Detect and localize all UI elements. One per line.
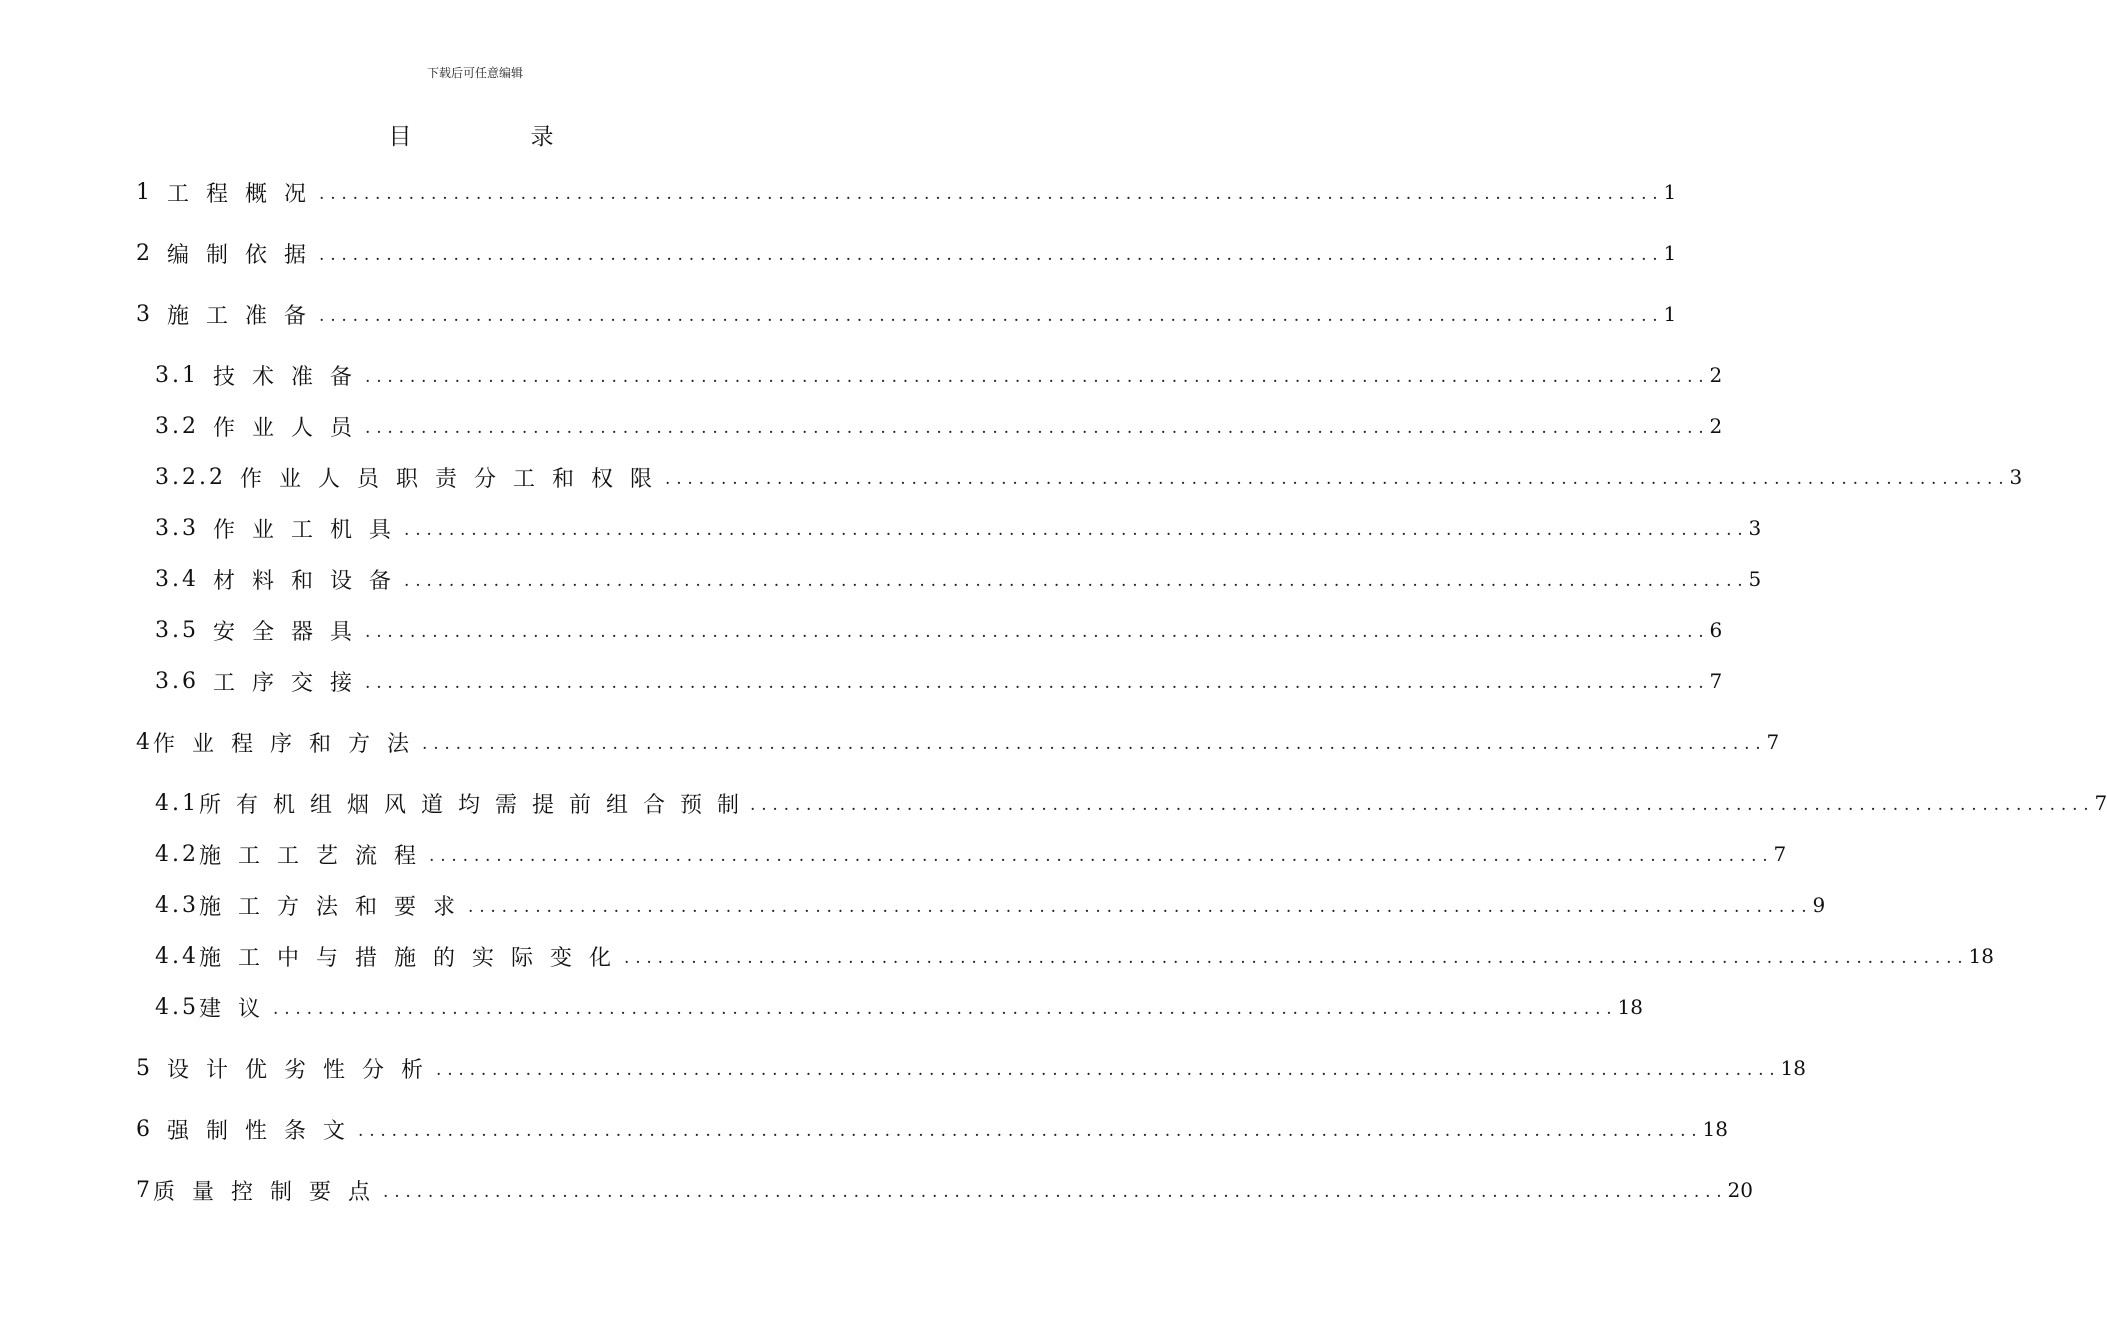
toc-entry[interactable] xyxy=(136,299,1677,329)
toc-entry-page: 6 xyxy=(1709,618,1723,642)
toc-entry-number: 2 xyxy=(136,240,153,266)
toc-entry-page: 1 xyxy=(1663,302,1677,326)
toc-entry[interactable] xyxy=(155,615,1723,645)
toc-entry-label: 施工工艺流程 xyxy=(199,843,434,869)
header-note: 下载后可任意编辑 xyxy=(426,66,523,80)
toc-leader-dots: ........................................................................................................................ xyxy=(750,795,2095,815)
toc-entry-label: 质量控制要点 xyxy=(153,1179,388,1205)
toc-entry[interactable] xyxy=(155,839,1787,869)
toc-entry-number: 4.2 xyxy=(155,841,199,867)
toc-entry-number: 7 xyxy=(136,1177,153,1203)
toc-entry[interactable] xyxy=(136,1053,1806,1083)
toc-entry-page: 1 xyxy=(1663,180,1677,204)
toc-entry-number: 3.2 xyxy=(155,413,199,439)
toc-entry-number: 4.4 xyxy=(155,943,199,969)
toc-entry-label: 强制性条文 xyxy=(167,1118,363,1144)
toc-entry-label: 工序交接 xyxy=(213,670,370,696)
toc-entry-label: 施工准备 xyxy=(167,303,324,329)
toc-leader-dots: ........................................................................................................................ xyxy=(468,897,1813,917)
toc-entry-label: 材料和设备 xyxy=(213,568,409,594)
toc-leader-dots: ........................................................................................................................ xyxy=(365,673,1710,693)
toc-entry-label: 建议 xyxy=(199,996,278,1022)
toc-entry-page: 7 xyxy=(1766,730,1780,754)
toc-leader-dots: ........................................................................................................................ xyxy=(358,1121,1703,1141)
toc-entry-number: 5 xyxy=(136,1055,153,1081)
toc-entry-number: 4 xyxy=(136,729,153,755)
toc-entry-label: 作业人员职责分工和权限 xyxy=(239,466,669,492)
toc-entry[interactable] xyxy=(155,890,1826,920)
toc-entry-page: 9 xyxy=(1812,893,1826,917)
toc-leader-dots: ........................................................................................................................ xyxy=(319,184,1664,204)
toc-entry-page: 3 xyxy=(1748,516,1762,540)
toc-entry-page: 7 xyxy=(2094,791,2107,815)
toc-entry[interactable] xyxy=(136,238,1677,268)
toc-entry-number: 6 xyxy=(136,1116,153,1142)
toc-title: 目 录 xyxy=(388,124,602,150)
toc-entry-page: 18 xyxy=(1702,1117,1728,1141)
toc-entry[interactable] xyxy=(155,360,1723,390)
toc-entry-label: 所有机组烟风道均需提前组合预制 xyxy=(199,792,755,818)
toc-entry-page: 1 xyxy=(1663,241,1677,265)
toc-entry-page: 2 xyxy=(1709,363,1723,387)
toc-leader-dots: ........................................................................................................................ xyxy=(383,1182,1728,1202)
toc-entry-number: 3.3 xyxy=(155,515,199,541)
toc-entry[interactable] xyxy=(155,564,1762,594)
toc-entry[interactable] xyxy=(136,177,1677,207)
toc-entry[interactable] xyxy=(155,462,2023,492)
toc-entry-page: 3 xyxy=(2009,465,2023,489)
toc-leader-dots: ........................................................................................................................ xyxy=(319,245,1664,265)
toc-entry[interactable] xyxy=(155,992,1643,1022)
toc-leader-dots: ........................................................................................................................ xyxy=(273,999,1618,1019)
toc-entry-number: 4.5 xyxy=(155,994,199,1020)
toc-entry[interactable] xyxy=(155,513,1762,543)
toc-entry-number: 3.2.2 xyxy=(155,464,226,490)
toc-entry-label: 编制依据 xyxy=(167,242,324,268)
toc-entry[interactable] xyxy=(136,727,1780,757)
toc-entry-label: 安全器具 xyxy=(213,619,370,645)
toc-leader-dots: ........................................................................................................................ xyxy=(404,571,1749,591)
toc-leader-dots: ........................................................................................................................ xyxy=(665,469,2010,489)
toc-entry-label: 作业工机具 xyxy=(213,517,409,543)
toc-entry-page: 18 xyxy=(1617,995,1643,1019)
toc-entry-label: 施工方法和要求 xyxy=(199,894,473,920)
toc-leader-dots: ........................................................................................................................ xyxy=(365,622,1710,642)
toc-entry[interactable] xyxy=(136,1175,1753,1205)
toc-leader-dots: ........................................................................................................................ xyxy=(365,418,1710,438)
toc-entry-number: 3 xyxy=(136,301,153,327)
toc-entry[interactable] xyxy=(155,666,1723,696)
toc-entry-label: 工程概况 xyxy=(167,181,324,207)
toc-leader-dots: ........................................................................................................................ xyxy=(429,846,1774,866)
toc-entry-page: 20 xyxy=(1727,1178,1753,1202)
toc-leader-dots: ........................................................................................................................ xyxy=(436,1060,1781,1080)
toc-entry-number: 4.3 xyxy=(155,892,199,918)
toc-entry-label: 施工中与措施的实际变化 xyxy=(199,945,629,971)
toc-leader-dots: ........................................................................................................................ xyxy=(365,367,1710,387)
toc-entry-number: 1 xyxy=(136,179,153,205)
toc-entry[interactable] xyxy=(155,411,1723,441)
toc-leader-dots: ........................................................................................................................ xyxy=(422,734,1767,754)
toc-leader-dots: ........................................................................................................................ xyxy=(319,306,1664,326)
toc-entry[interactable] xyxy=(136,1114,1728,1144)
toc-entry-number: 3.5 xyxy=(155,617,199,643)
toc-entry-label: 作业程序和方法 xyxy=(153,731,427,757)
toc-entry-page: 2 xyxy=(1709,414,1723,438)
toc-leader-dots: ........................................................................................................................ xyxy=(404,520,1749,540)
toc-entry[interactable] xyxy=(155,941,1994,971)
toc-entry-page: 5 xyxy=(1748,567,1762,591)
toc-entry-number: 3.4 xyxy=(155,566,199,592)
toc-entry-page: 7 xyxy=(1773,842,1787,866)
toc-entry-label: 设计优劣性分析 xyxy=(167,1057,441,1083)
toc-entry-number: 3.1 xyxy=(155,362,199,388)
toc-entry-label: 作业人员 xyxy=(213,415,370,441)
toc-entry-label: 技术准备 xyxy=(213,364,370,390)
toc-entry[interactable] xyxy=(155,788,2107,818)
toc-entry-page: 18 xyxy=(1780,1056,1806,1080)
toc-entry-page: 7 xyxy=(1709,669,1723,693)
toc-leader-dots: ........................................................................................................................ xyxy=(624,948,1969,968)
toc-entry-number: 4.1 xyxy=(155,790,199,816)
toc-entry-number: 3.6 xyxy=(155,668,199,694)
toc-entry-page: 18 xyxy=(1968,944,1994,968)
